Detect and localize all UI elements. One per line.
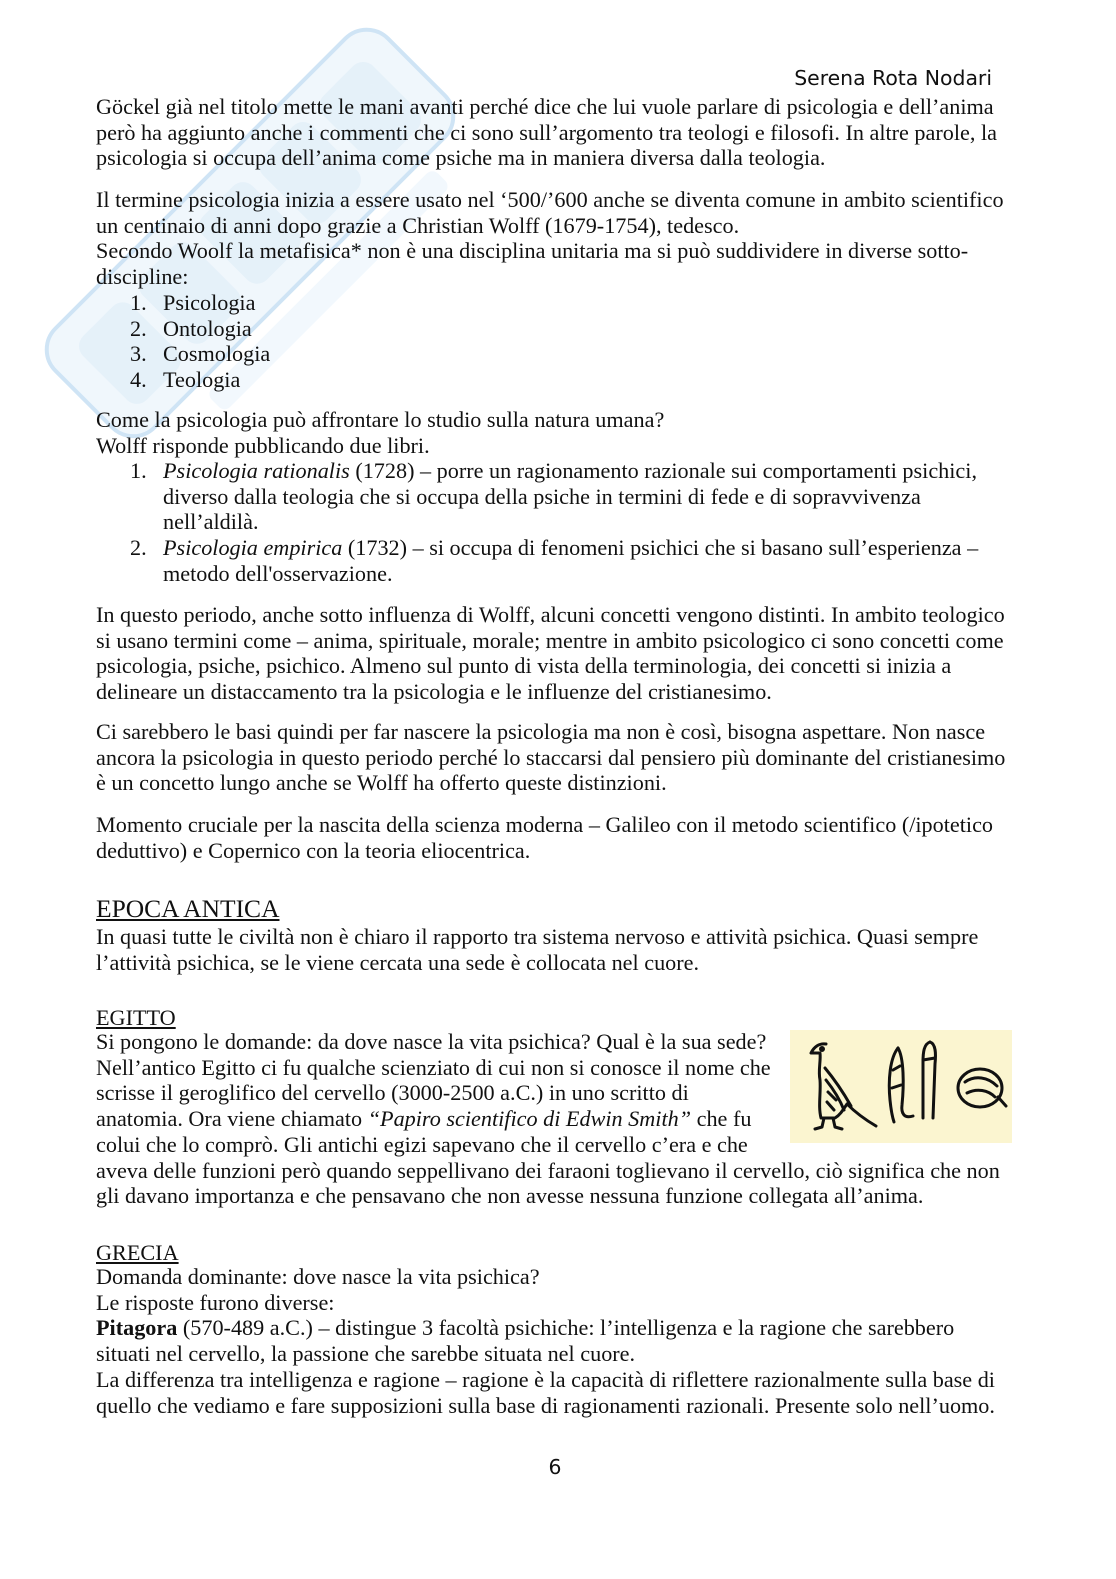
list-number: 1. — [130, 290, 147, 315]
list-item — [96, 367, 270, 393]
paragraph-line: In quasi tutte le civiltà non è chiaro il rapporto tra sistema nervoso e attività psichica. Quasi sempre — [96, 924, 979, 949]
paragraph-basi-psicologia — [96, 719, 1005, 796]
paragraph-line: è un concetto lungo anche se Wolff ha offerto queste distinzioni. — [96, 770, 667, 796]
list-item — [96, 290, 270, 316]
book-description: (1728) – porre un ragionamento razionale sui comportamenti psichici, — [349, 458, 977, 483]
section-heading-epoca-antica: EPOCA ANTICA — [96, 894, 280, 923]
paragraph-line: Il termine psicologia inizia a essere usato nel ‘500/’600 anche se diventa comune in ambito scientifico — [96, 187, 1004, 212]
paragraph-line: colui che lo comprò. Gli antichi egizi sapevano che il cervello c’era e che — [96, 1131, 748, 1157]
paragraph-natura-umana — [96, 407, 664, 458]
text-segment: (570-489 a.C.) – distingue 3 facoltà psichiche: l’intelligenza e la ragione che sarebbero — [177, 1315, 955, 1341]
list-number: 1. — [130, 458, 147, 483]
paragraph-momento-cruciale — [96, 812, 993, 863]
list-number: 4. — [130, 367, 147, 393]
list-number: 3. — [130, 341, 147, 367]
book-description: (1732) – si occupa di fenomeni psichici che si basano sull’esperienza – — [342, 535, 979, 561]
paragraph-goeckel — [96, 94, 997, 171]
paragraph-line: Le risposte furono diverse: — [96, 1289, 335, 1315]
list-item-line: diverso dalla teologia che si occupa della psiche in termini di fede e di sopravvivenza — [163, 483, 921, 509]
paragraph-line: Domanda dominante: dove nasce la vita psichica? — [96, 1264, 540, 1289]
paragraph-line: Nell’antico Egitto ci fu qualche scienziato di cui non si conosce il nome che — [96, 1054, 771, 1080]
author-header: Serena Rota Nodari — [794, 66, 992, 90]
paragraph-line: psicologia, psiche, psichico. Almeno sul punto di vista della terminologia, dei concetti si inizia a — [96, 653, 952, 679]
paragraph-line: Ci sarebbero le basi quindi per far nascere la psicologia ma non è così, bisogna aspettare. Non nasce — [96, 719, 986, 744]
paragraph-epoca-antica — [96, 924, 978, 975]
paragraph-line: l’attività psichica, se le viene cercata una sede è collocata nel cuore. — [96, 949, 700, 975]
paragraph-periodo-wolff — [96, 602, 1005, 705]
paragraph-line: però ha aggiunto anche i commenti che ci sono sull’argomento tra teologi e filosofi. In altre parole, la — [96, 119, 997, 145]
paragraph-line: aveva delle funzioni però quando seppellivano dei faraoni toglievano il cervello, ciò significa che non — [96, 1157, 1000, 1183]
list-item-line — [163, 535, 978, 561]
list-item — [96, 341, 270, 367]
list-item-line: metodo dell'osservazione. — [163, 560, 393, 586]
paragraph-line: ancora la psicologia in questo periodo perché lo staccarsi dal pensiero più dominante del cristianesimo — [96, 744, 1006, 770]
book-title: Psicologia rationalis — [163, 458, 350, 483]
page-number: 6 — [548, 1455, 562, 1479]
list-item — [96, 535, 978, 586]
list-item-label: Cosmologia — [163, 341, 271, 367]
paragraph-line: delineare un distaccamento tra la psicologia e le influenze del cristianesimo. — [96, 679, 772, 705]
list-item-label: Ontologia — [163, 315, 252, 341]
paragraph-line: psicologia si occupa dell’anima come psiche ma in maniera diversa dalla teologia. — [96, 145, 826, 171]
paragraph-line: gli davano importanza e che pensavano che non avesse nessuna funzione collegata all’anima. — [96, 1183, 924, 1209]
paragraph-line: si usano termini come – anima, spirituale, morale; mentre in ambito psicologico ci sono concetti come — [96, 627, 1004, 653]
paragraph-termine-psicologia — [96, 187, 1004, 290]
papyrus-title: “Papiro scientifico di Edwin Smith” — [367, 1106, 692, 1132]
hieroglyph-drawing — [790, 1030, 1012, 1143]
list-number: 2. — [130, 535, 147, 561]
list-item-label: Psicologia — [163, 290, 256, 315]
paragraph-line: Göckel già nel titolo mette le mani avanti perché dice che lui vuole parlare di psicologia e dell’anima — [96, 94, 994, 119]
subheading-egitto: EGITTO — [96, 1005, 176, 1030]
paragraph-line: Secondo Woolf la metafisica* non è una disciplina unitaria ma si può suddividere in diverse sotto- — [96, 238, 969, 264]
paragraph-line: Wolff risponde pubblicando due libri. — [96, 432, 430, 458]
paragraph-line: La differenza tra intelligenza e ragione – ragione è la capacità di riflettere razionalmente sulla base di — [96, 1366, 995, 1392]
subdisciplines-list — [96, 290, 270, 393]
list-item-label: Teologia — [163, 367, 241, 393]
paragraph-line — [96, 1315, 995, 1341]
brain-hieroglyph-image — [790, 1030, 1012, 1143]
paragraph-line: Si pongono le domande: da dove nasce la vita psichica? Qual è la sua sede? — [96, 1029, 767, 1054]
paragraph-line: Momento cruciale per la nascita della scienza moderna – Galileo con il metodo scientifico (/ipotetico — [96, 812, 994, 837]
paragraph-grecia — [96, 1264, 995, 1418]
philosopher-name: Pitagora — [96, 1315, 178, 1341]
paragraph-line: scrisse il geroglifico del cervello (3000-2500 a.C.) in uno scritto di — [96, 1080, 689, 1106]
text-segment: che fu — [691, 1106, 752, 1132]
paragraph-line: un centinaio di anni dopo grazie a Christian Wolff (1679-1754), tedesco. — [96, 212, 740, 238]
text-segment: anatomia. Ora viene chiamato — [96, 1106, 368, 1132]
subheading-grecia: GRECIA — [96, 1240, 179, 1265]
paragraph-line: In questo periodo, anche sotto influenza di Wolff, alcuni concetti vengono distinti. In ambito teologico — [96, 602, 1005, 627]
books-list — [96, 458, 978, 587]
paragraph-line: quello che vediamo e fare supposizioni sulla base di ragionamenti razionali. Presente solo nell’uomo. — [96, 1392, 995, 1418]
paragraph-line: deduttivo) e Copernico con la teoria eliocentrica. — [96, 837, 531, 863]
list-item — [96, 458, 978, 535]
book-title: Psicologia empirica — [163, 535, 343, 561]
list-number: 2. — [130, 315, 147, 341]
paragraph-line: discipline: — [96, 264, 189, 290]
list-item-line — [163, 458, 978, 484]
list-item-line: nell’aldilà. — [163, 509, 259, 535]
paragraph-line: situati nel cervello, la passione che sarebbe situata nel cuore. — [96, 1341, 636, 1367]
list-item — [96, 316, 270, 342]
paragraph-line: Come la psicologia può affrontare lo studio sulla natura umana? — [96, 407, 665, 432]
